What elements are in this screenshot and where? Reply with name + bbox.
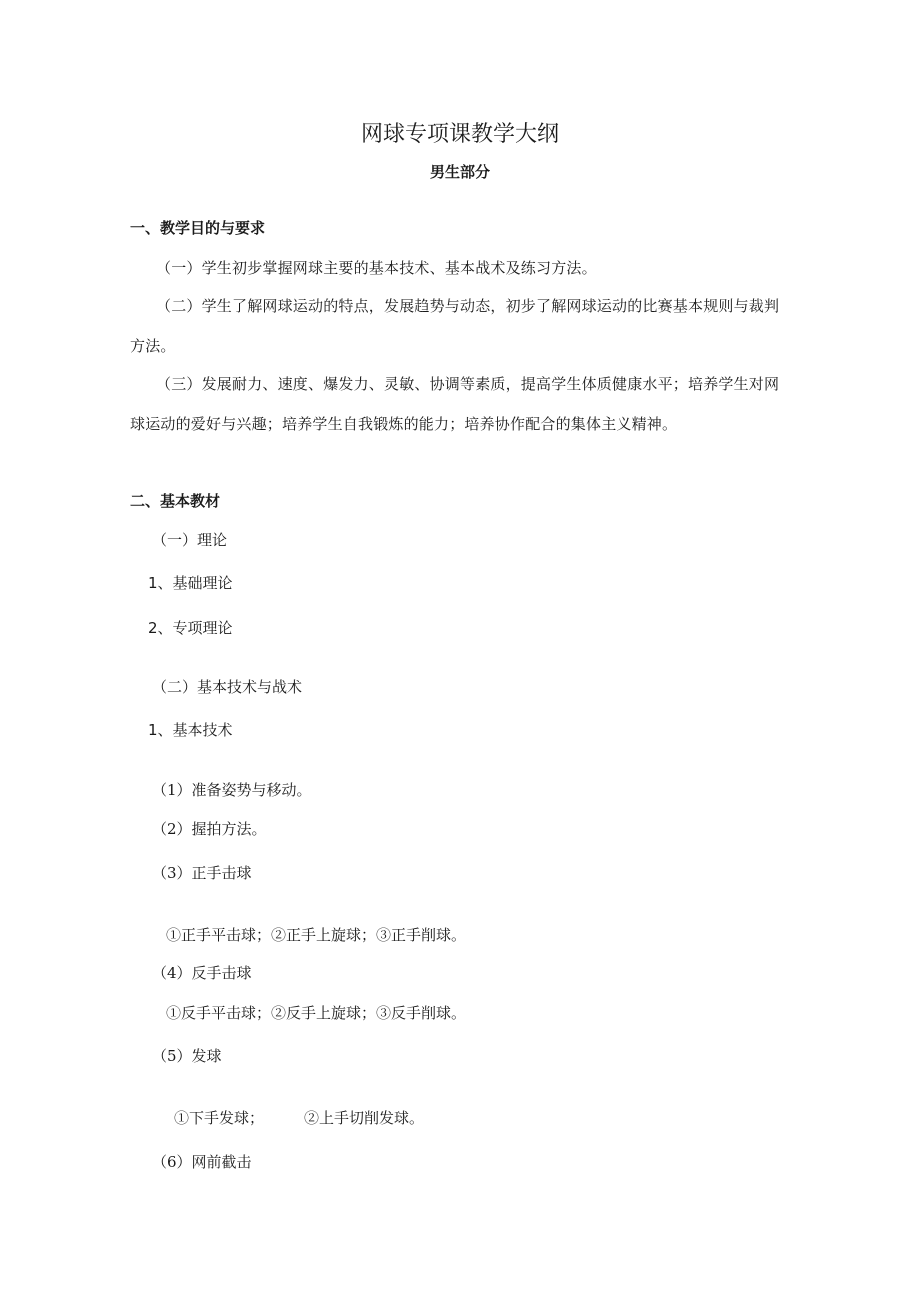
tech-item-serve: （5）发球 bbox=[152, 1047, 222, 1065]
tech-item-backhand: （4）反手击球 bbox=[152, 964, 252, 982]
document-subtitle: 男生部分 bbox=[429, 163, 490, 181]
tech-item-grip: （2）握拍方法。 bbox=[152, 820, 267, 838]
document-title: 网球专项课教学大纲 bbox=[360, 122, 559, 147]
tech-tactics-heading: （二）基本技术与战术 bbox=[152, 678, 303, 696]
theory-heading: （一）理论 bbox=[152, 531, 228, 549]
theory-item-basic: 1、基础理论 bbox=[148, 574, 233, 592]
objective-paragraph-1: （一）学生初步掌握网球主要的基本技术、基本战术及练习方法。 bbox=[156, 259, 597, 277]
theory-item-special: 2、专项理论 bbox=[148, 619, 233, 637]
section-heading-materials: 二、基本教材 bbox=[130, 492, 221, 510]
tech-item-backhand-types: ①反手平击球；②反手上旋球；③反手削球。 bbox=[166, 1004, 467, 1022]
basic-tech-heading: 1、基本技术 bbox=[148, 721, 233, 739]
tech-item-forehand: （3）正手击球 bbox=[152, 864, 252, 882]
tech-item-underhand-serve: ①下手发球； bbox=[174, 1109, 265, 1127]
tech-item-ready-position: （1）准备姿势与移动。 bbox=[152, 781, 312, 799]
tech-item-forehand-types: ①正手平击球；②正手上旋球；③正手削球。 bbox=[166, 926, 467, 944]
objective-paragraph-2: （二）学生了解网球运动的特点，发展趋势与动态，初步了解网球运动的比赛基本规则与裁判方法。 bbox=[130, 297, 780, 355]
tech-item-overhand-slice-serve: ②上手切削发球。 bbox=[304, 1109, 425, 1127]
objective-paragraph-3: （三）发展耐力、速度、爆发力、灵敏、协调等素质，提高学生体质健康水平；培养学生对网球运动的爱好与兴趣；培养学生自我锻炼的能力；培养协作配合的集体主义精神。 bbox=[130, 375, 780, 433]
section-heading-objectives: 一、教学目的与要求 bbox=[130, 219, 266, 237]
tech-item-net-volley: （6）网前截击 bbox=[152, 1153, 252, 1171]
